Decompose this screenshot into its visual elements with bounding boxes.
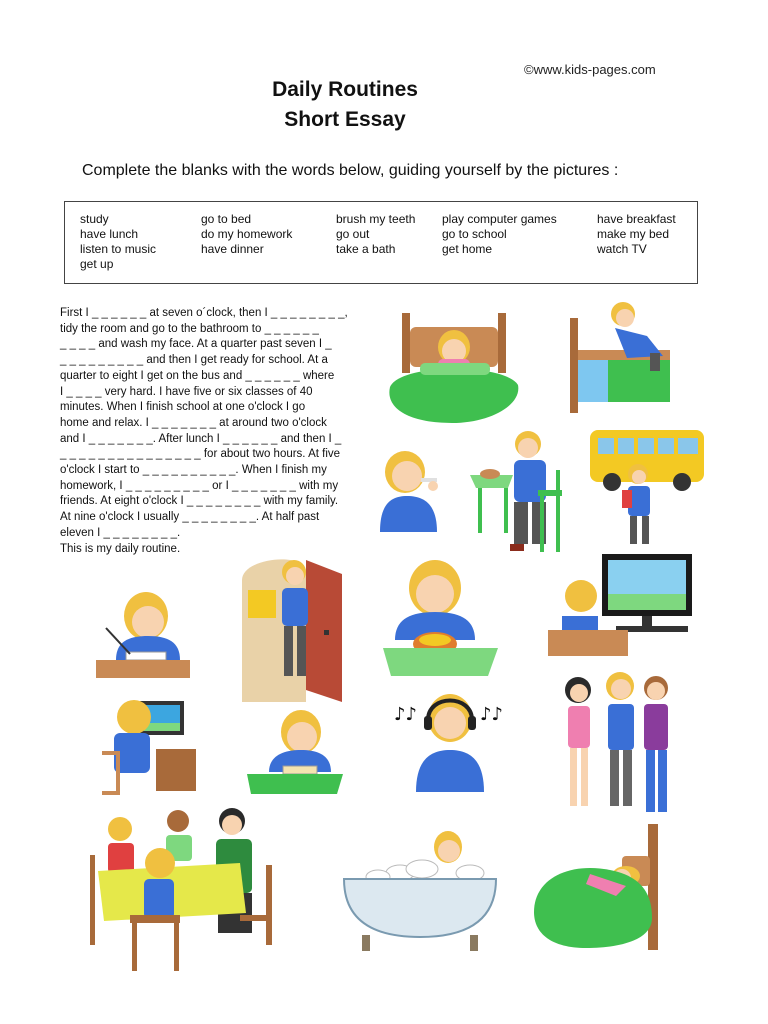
- watch-tv-picture: [548, 552, 698, 660]
- word-item: get up: [80, 257, 114, 271]
- play-computer-games-picture: [100, 693, 200, 795]
- make-bed-picture: [565, 298, 675, 418]
- word-item: make my bed: [597, 227, 670, 241]
- svg-text:♪♪: ♪♪: [394, 704, 417, 725]
- get-up-picture: [380, 305, 525, 425]
- essay-line: eleven I _ _ _ _ _ _ _ _.: [60, 526, 181, 539]
- word-item: study: [80, 212, 109, 226]
- word-item: take a bath: [336, 242, 396, 256]
- word-bank-column-5: [597, 212, 676, 257]
- essay-line: homework, I _ _ _ _ _ _ _ _ _ or I _ _ _ _ _ _ _ with my: [60, 479, 339, 492]
- essay-text: [60, 306, 360, 557]
- take-a-bath-picture: [340, 825, 500, 960]
- word-item: go out: [336, 227, 370, 241]
- word-item: get home: [442, 242, 493, 256]
- essay-line: and I _ _ _ _ _ _ _. After lunch I _ _ _ _ _ _ and then I _: [60, 432, 342, 445]
- have-breakfast-picture: [468, 430, 568, 560]
- word-bank-column-3: [336, 212, 415, 257]
- essay-line: _ _ _ _ _ _ _ _ _ _ _ _ _ _ _ for about two hours. At five: [60, 448, 341, 461]
- word-bank-column-2: [201, 212, 292, 257]
- go-to-school-picture: [588, 428, 708, 553]
- word-item: go to school: [442, 227, 507, 241]
- essay-line: This is my daily routine.: [60, 542, 181, 555]
- brush-teeth-picture: [375, 450, 453, 535]
- get-home-picture: [240, 550, 350, 705]
- study-picture: [96, 590, 191, 682]
- essay-line: friends. At eight o'clock I _ _ _ _ _ _ _ _ with my family.: [60, 495, 339, 508]
- do-homework-picture: [245, 710, 345, 796]
- essay-line: At nine o'clock I usually _ _ _ _ _ _ _ _. At half past: [60, 511, 320, 524]
- word-item: play computer games: [442, 212, 557, 226]
- essay-line: _ _ _ _ and wash my face. At a quarter past seven I _: [60, 338, 332, 351]
- essay-line: _ _ _ _ _ _ _ _ _ and then I get ready for school. At a: [60, 354, 328, 367]
- essay-line: minutes. When I finish school at one o'clock I go: [60, 401, 306, 414]
- essay-line: I _ _ _ _ very hard. I have five or six classes of 40: [60, 385, 313, 398]
- copyright-text: ©www.kids-pages.com: [524, 62, 656, 77]
- essay-line: tidy the room and go to the bathroom to _ _ _ _ _ _: [60, 322, 319, 335]
- word-bank-column-4: [442, 212, 557, 257]
- essay-line: home and relax. I _ _ _ _ _ _ _ at around two o'clock: [60, 416, 327, 429]
- worksheet-subtitle: Short Essay: [284, 108, 406, 131]
- instructions-text: Complete the blanks with the words below, guiding yourself by the pictures :: [82, 162, 619, 179]
- word-item: have dinner: [201, 242, 264, 256]
- essay-line: quarter to eight I get on the bus and _ _ _ _ _ _ where: [60, 369, 335, 382]
- word-item: have breakfast: [597, 212, 676, 226]
- word-item: brush my teeth: [336, 212, 416, 226]
- svg-text:♪♪: ♪♪: [480, 704, 503, 725]
- word-item: have lunch: [80, 227, 139, 241]
- word-item: listen to music: [80, 242, 157, 256]
- worksheet-title: Daily Routines: [272, 78, 418, 101]
- word-item: go to bed: [201, 212, 252, 226]
- go-to-bed-picture: [530, 822, 670, 952]
- have-dinner-picture: [90, 805, 300, 975]
- go-out-picture: [548, 670, 678, 818]
- have-lunch-picture: [383, 558, 498, 678]
- word-item: do my homework: [201, 227, 293, 241]
- word-bank-column-1: [80, 212, 156, 272]
- essay-line: First I _ _ _ _ _ _ at seven o´clock, then I _ _ _ _ _ _ _ _,: [60, 307, 348, 319]
- word-bank-box: [64, 201, 698, 284]
- word-item: watch TV: [597, 242, 647, 256]
- listen-to-music-picture: [392, 690, 504, 794]
- essay-line: o'clock I start to _ _ _ _ _ _ _ _ _ _. When I finish my: [60, 464, 327, 477]
